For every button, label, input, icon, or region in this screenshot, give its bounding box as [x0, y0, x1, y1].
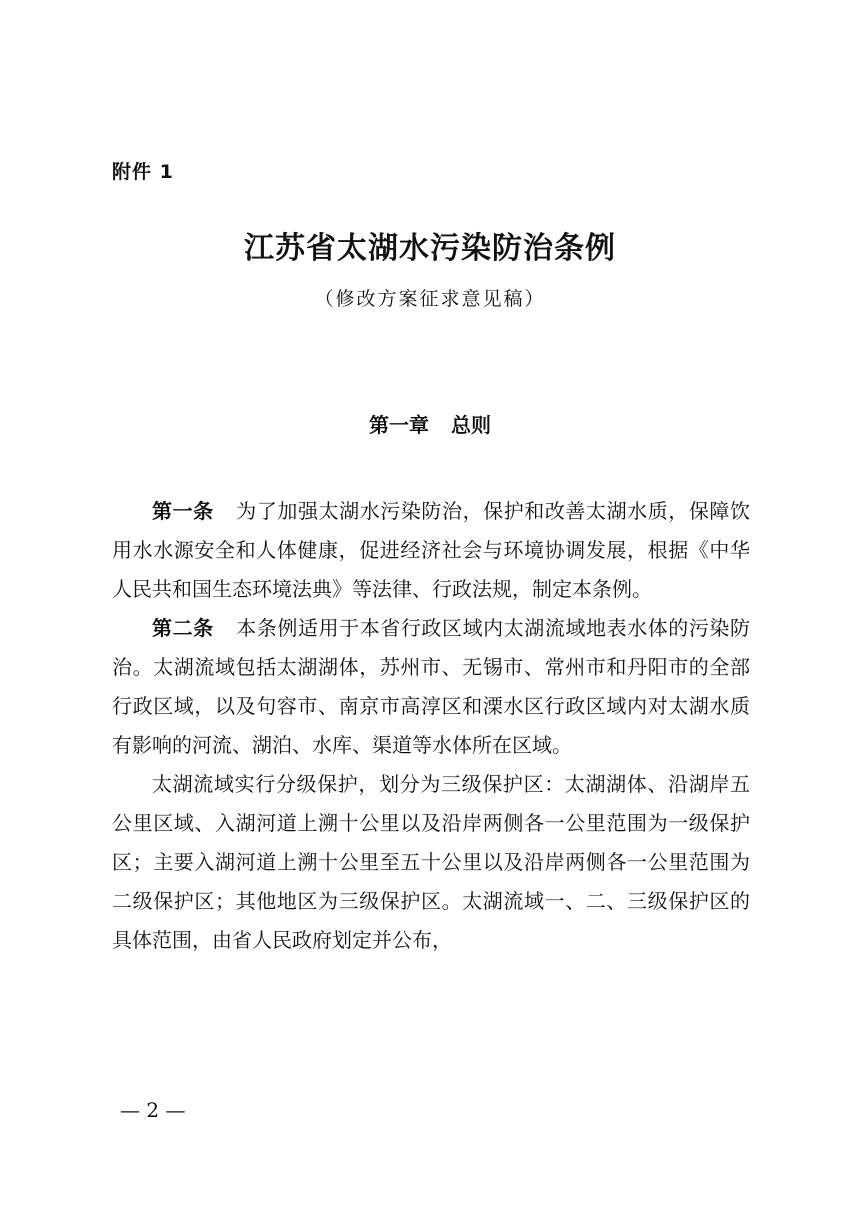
article-paragraph [112, 609, 750, 765]
page-number: — 2 — [120, 1098, 186, 1122]
article-number: 第二条 [152, 616, 214, 640]
document-subtitle: （修改方案征求意见稿） [314, 288, 546, 310]
chapter-name: 总则 [451, 413, 491, 437]
article-text: 为了加强太湖水污染防治，保护和改善太湖水质，保障饮用水水源安全和人体健康，促进经济社会与环境协调发展，根据《中华人民共和国生态环境法典》等法律、行政法规，制定本条例。 [112, 499, 751, 601]
document-body [112, 492, 750, 960]
document-title: 江苏省太湖水污染防治条例 [244, 231, 616, 266]
chapter-number: 第一章 [369, 413, 429, 437]
body-paragraph [112, 765, 750, 960]
chapter-heading [0, 411, 860, 439]
article-number: 第一条 [152, 499, 214, 523]
paragraph-text: 太湖流域实行分级保护，划分为三级保护区：太湖湖体、沿湖岸五公里区域、入湖河道上溯十公里以及沿岸两侧各一公里范围为一级保护区；主要入湖河道上溯十公里至五十公里以及沿岸两侧各一公里范围为二级保护区；其他地区为三级保护区。太湖流域一、二、三级保护区的具体范围，由省人民政府划定并公布， [112, 772, 750, 952]
attachment-label: 附件 1 [112, 161, 174, 183]
article-text: 本条例适用于本省行政区域内太湖流域地表水体的污染防治。太湖流域包括太湖湖体，苏州市、无锡市、常州市和丹阳市的全部行政区域，以及句容市、南京市高淳区和溧水区行政区域内对太湖水质有影响的河流、湖泊、水库、渠道等水体所在区域。 [112, 616, 751, 757]
article-paragraph [112, 492, 750, 609]
